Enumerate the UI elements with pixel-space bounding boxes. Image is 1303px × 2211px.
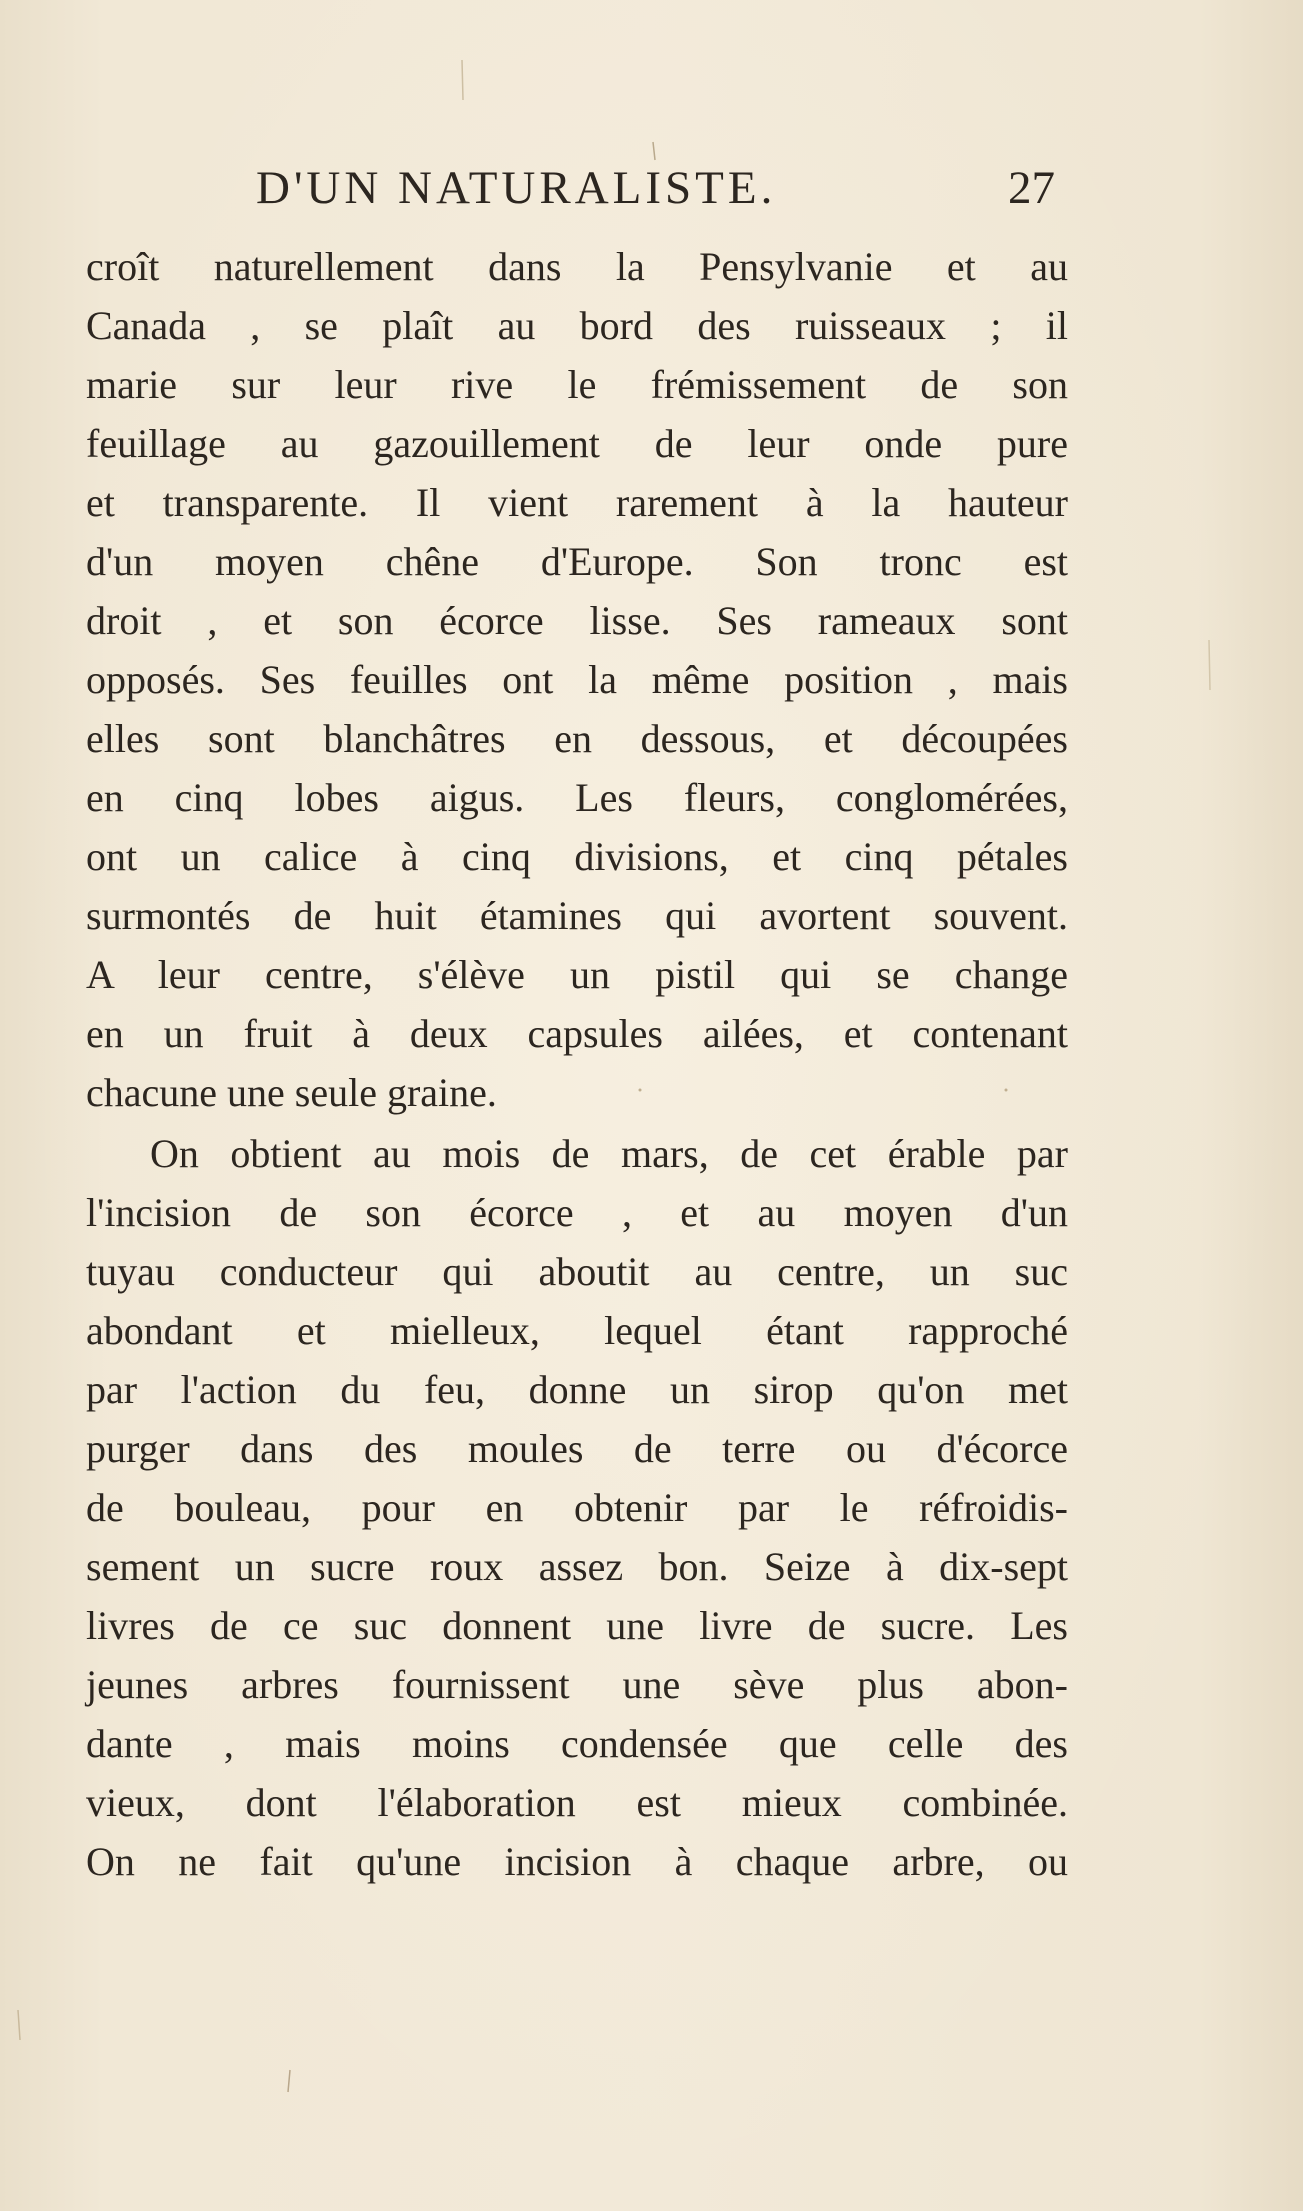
text-line: et transparente. Il vient rarement à la hauteur [86, 480, 1068, 525]
paper-fiber [462, 60, 463, 100]
text-line: feuillage au gazouillement de leur onde pure [86, 421, 1068, 466]
text-line: jeunes arbres fournissent une sève plus abon- [86, 1662, 1068, 1707]
paper-fiber [1209, 640, 1210, 690]
text-line: d'un moyen chêne d'Europe. Son tronc est [86, 539, 1068, 584]
text-line: droit , et son écorce lisse. Ses rameaux sont [86, 598, 1068, 643]
text-line: de bouleau, pour en obtenir par le réfroidis- [86, 1485, 1068, 1530]
paper-fiber [18, 2010, 20, 2040]
text-line: On ne fait qu'une incision à chaque arbre, ou [86, 1839, 1068, 1884]
text-line: l'incision de son écorce , et au moyen d'un [86, 1190, 1068, 1235]
text-line: en un fruit à deux capsules ailées, et contenant [86, 1011, 1068, 1056]
text-line: croît naturellement dans la Pensylvanie et au [86, 244, 1068, 289]
text-line: en cinq lobes aigus. Les fleurs, conglomérées, [86, 775, 1068, 820]
running-head [88, 158, 1088, 218]
text-line: purger dans des moules de terre ou d'écorce [86, 1426, 1068, 1471]
paragraph-2 [86, 1124, 1068, 1891]
text-line: vieux, dont l'élaboration est mieux combinée. [86, 1780, 1068, 1825]
running-title: D'UN NATURALISTE. [256, 162, 777, 214]
text-line: Canada , se plaît au bord des ruisseaux ; il [86, 303, 1068, 348]
paragraph-1 [86, 237, 1068, 1122]
text-line: chacune une seule graine. [86, 1070, 497, 1115]
text-line: dante , mais moins condensée que celle des [86, 1721, 1068, 1766]
text-line: par l'action du feu, donne un sirop qu'on met [86, 1367, 1068, 1412]
text-line: sement un sucre roux assez bon. Seize à dix-sept [86, 1544, 1068, 1589]
text-line: surmontés de huit étamines qui avortent souvent. [86, 893, 1068, 938]
paper-fiber [288, 2070, 290, 2092]
text-line: A leur centre, s'élève un pistil qui se change [86, 952, 1068, 997]
text-line: livres de ce suc donnent une livre de sucre. Les [86, 1603, 1068, 1648]
text-line: abondant et mielleux, lequel étant rapproché [86, 1308, 1068, 1353]
text-line: marie sur leur rive le frémissement de son [86, 362, 1068, 407]
text-line: On obtient au mois de mars, de cet érable par [150, 1131, 1068, 1176]
page-number: 27 [1008, 162, 1055, 214]
text-line: ont un calice à cinq divisions, et cinq pétales [86, 834, 1068, 879]
text-line: elles sont blanchâtres en dessous, et découpées [86, 716, 1068, 761]
body-text [86, 237, 1068, 1891]
text-line: opposés. Ses feuilles ont la même position , mais [86, 657, 1068, 702]
text-line: tuyau conducteur qui aboutit au centre, un suc [86, 1249, 1068, 1294]
